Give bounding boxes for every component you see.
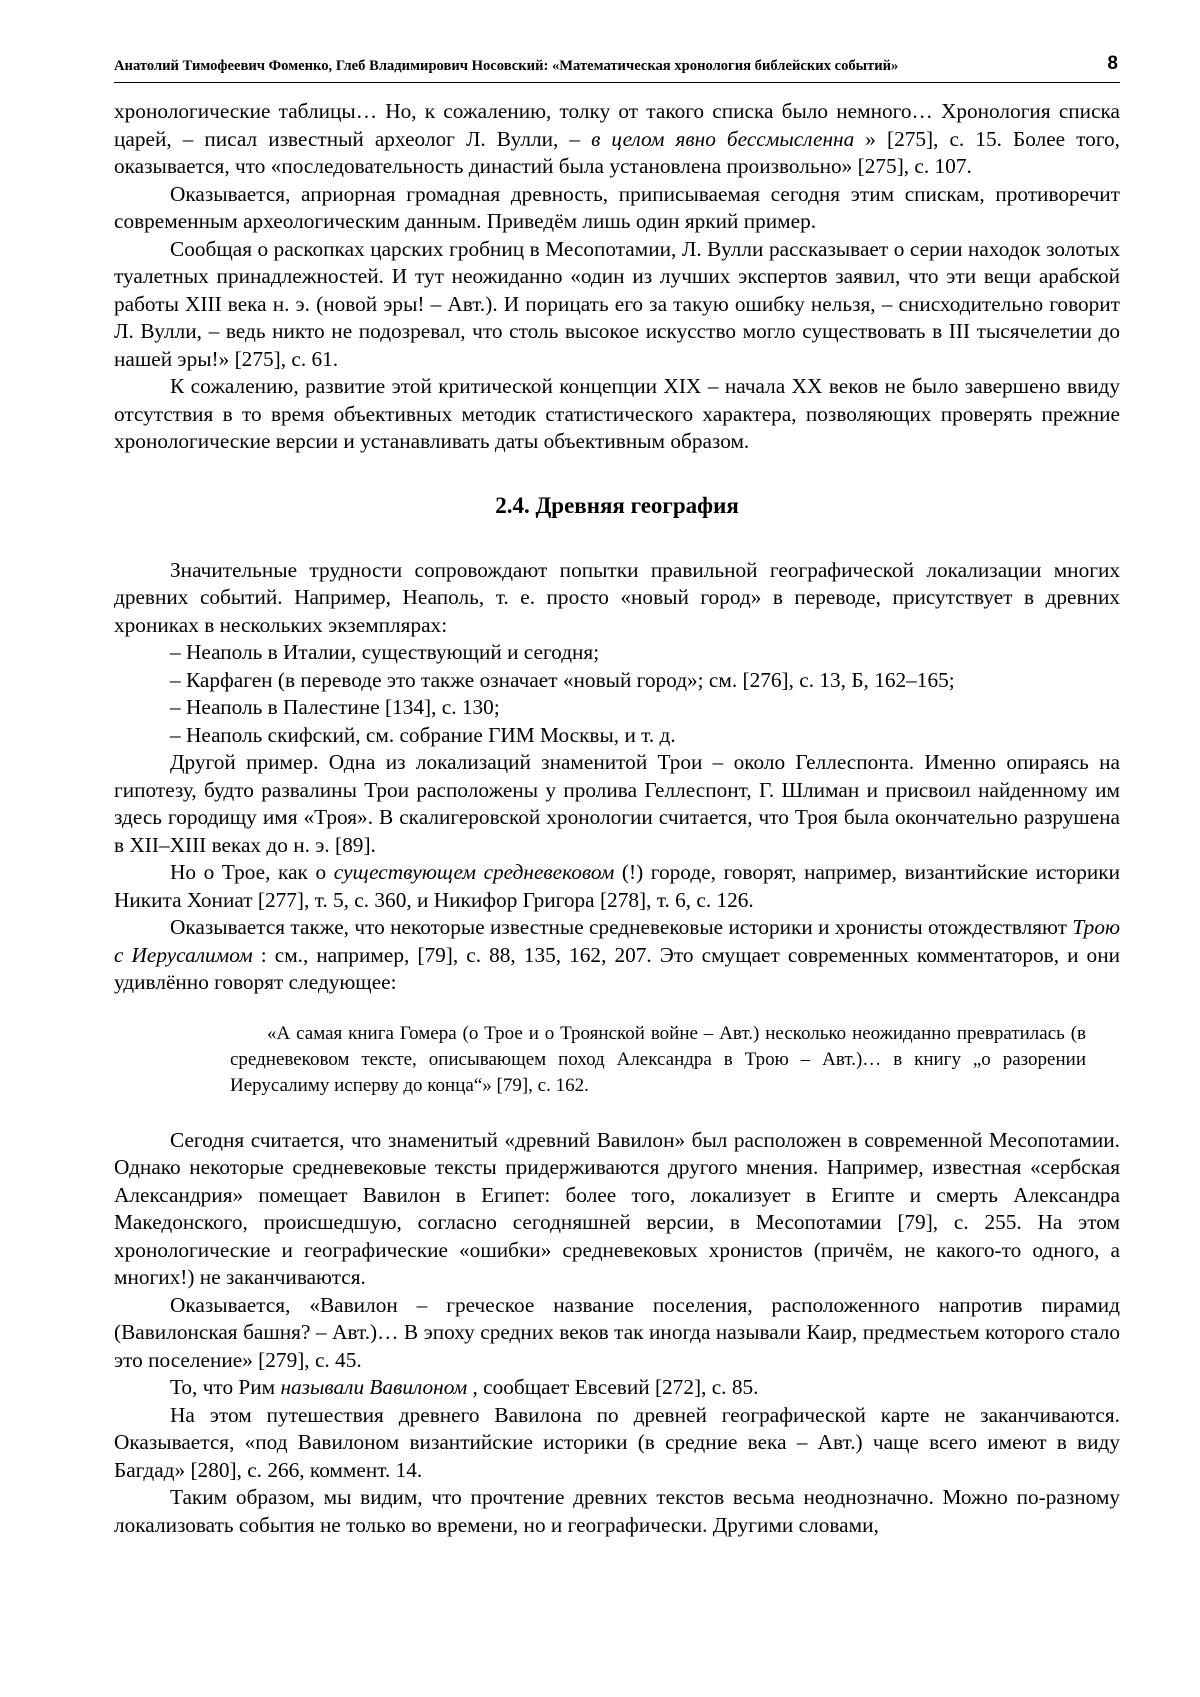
paragraph-9: Сегодня считается, что знаменитый «древний Вавилон» был расположен в современной Месопотамии. Однако некоторые средневековые тексты придерживаются другого мнения. Например, известная «сербская Александрия» помещает Вавилон в Египет: более того, локализует в Египте и смерть Александра Македонского, происшедшую, согласно сегодняшней версии, в Месопотамии [79], с. 255. На этом хронологические и географические «ошибки» средневековых хронистов (причём, не какого-то одного, а многих!) не заканчиваются. [114,1127,1120,1289]
header-title: Анатолий Тимофеевич Фоменко, Глеб Владимирович Носовский: «Математическая хронология библейских событий» [114,58,899,74]
paragraph-11 [114,1374,1120,1402]
paragraph-4: К сожалению, развитие этой критической концепции XIX – начала XX веков не было завершено ввиду отсутствия в то время объективных методик статистического характера, позволяющих проверять прежние хронологические версии и устанавливать даты объективным образом. [114,374,1120,453]
paragraph-8-text: Оказывается также, что некоторые известные средневековые историки и хронисты отождествляют [170,915,1073,939]
paragraph-2: Оказывается, априорная громадная древность, приписываемая сегодня этим спискам, противоречит современным археологическим данным. Приведём лишь один яркий пример. [114,181,1120,233]
paragraph-7-text-end: (!) городе, говорят, например, византийские историки Никита Хониат [277], т. 5, с. 360, и Никифор Григора [278], т. 6, с. 126. [114,860,1120,912]
section-heading: 2.4. Древняя география [495,492,739,518]
paragraph-6: Другой пример. Одна из локализаций знаменитой Трои – около Геллеспонта. Именно опираясь на гипотезу, будто развалины Трои расположены у пролива Геллеспонт, Г. Шлиман и присвоил найденному им здесь городищу имя «Троя». В скалигеровской хронологии считается, что Троя была окончательно разрушена в XII–XIII веках до н. э. [89]. [114,750,1120,857]
paragraph-1-emphasis: в целом явно бессмысленна [591,126,855,151]
paragraph-8-emphasis: Трою с Иерусалимом [114,915,1120,967]
list-item: – Неаполь в Палестине [134], с. 130; [170,695,500,719]
paragraph-7-emphasis: существующем средневековом [333,860,615,884]
page-number: 8 [1107,53,1118,74]
list-item: – Карфаген (в переводе это также означает «новый город»; см. [276], с. 13, Б, 162–165; [170,667,955,692]
paragraph-10: Оказывается, «Вавилон – греческое название поселения, расположенного напротив пирамид (Вавилонская башня? – Авт.)… В эпоху средних веков так иногда называли Каир, предместьем которого стало это поселение» [279], с. 45. [114,1292,1120,1372]
paragraph-8-text-end: : см., например, [79], с. 88, 135, 162, 207. Это смущает современных комментаторов, и они удивлённо говорят следующее: [114,942,1120,994]
list-item: – Неаполь скифский, см. собрание ГИМ Москвы, и т. д. [170,722,676,747]
paragraph-7 [114,859,1120,914]
paragraph-7-text: Но о Трое, как о [170,860,334,884]
paragraph-3: Сообщая о раскопках царских гробниц в Месопотамии, Л. Вулли рассказывает о серии находок золотых туалетных принадлежностей. И тут неожиданно «один из лучших экспертов заявил, что эти вещи арабской работы XIII века н. э. (новой эры! – Авт.). И порицать его за такую ошибку нельзя, – снисходительно говорит Л. Вулли, – ведь никто не подозревал, что столь высокое искусство могло существовать в III тысячелетии до нашей эры!» [275], с. 61. [114,236,1120,371]
quote-text: «А самая книга Гомера (о Трое и о Троянской войне – Авт.) несколько неожиданно превратилась (в средневековом тексте, описывающем поход Александра в Трою – Авт.)… в книгу „о разорении Иерусалиму исперву до конца“» [79], с. 162. [230,1022,1086,1096]
paragraph-11-text: То, что Рим [170,1375,281,1399]
paragraph-11-text-end: , сообщает Евсевий [272], с. 85. [467,1375,759,1399]
paragraph-8 [114,914,1120,997]
page-body [114,98,1120,1539]
block-quote [230,1021,1086,1099]
paragraph-1 [114,98,1120,181]
paragraph-1-text-end: » [275], с. 15. Более того, оказывается, что «последовательность династий была установлена произвольно» [275], с. 107. [114,126,1120,178]
paragraph-13: Таким образом, мы видим, что прочтение древних текстов весьма неоднозначно. Можно по-разному локализовать события не только во времени, но и географически. Другими словами, [114,1485,1120,1537]
paragraph-5: Значительные трудности сопровождают попытки правильной географической локализации многих древних событий. Например, Неаполь, т. е. просто «новый город» в переводе, присутствует в древних хрониках в нескольких экземплярах: [114,557,1120,637]
paragraph-1-text: хронологические таблицы… Но, к сожалению, толку от такого списка было немного… Хронология списка царей, – писал известный археолог Л. Вулли, – [114,99,1120,151]
paragraph-11-emphasis: называли Вавилоном [280,1375,468,1399]
paragraph-12: На этом путешествия древнего Вавилона по древней географической карте не заканчиваются. Оказывается, «под Вавилоном византийские историки (в средние века – Авт.) чаще всего имеют в виду Багдад» [280], с. 266, коммент. 14. [114,1402,1120,1482]
list-item: – Неаполь в Италии, существующий и сегодня; [170,640,600,664]
running-header [114,52,1120,83]
